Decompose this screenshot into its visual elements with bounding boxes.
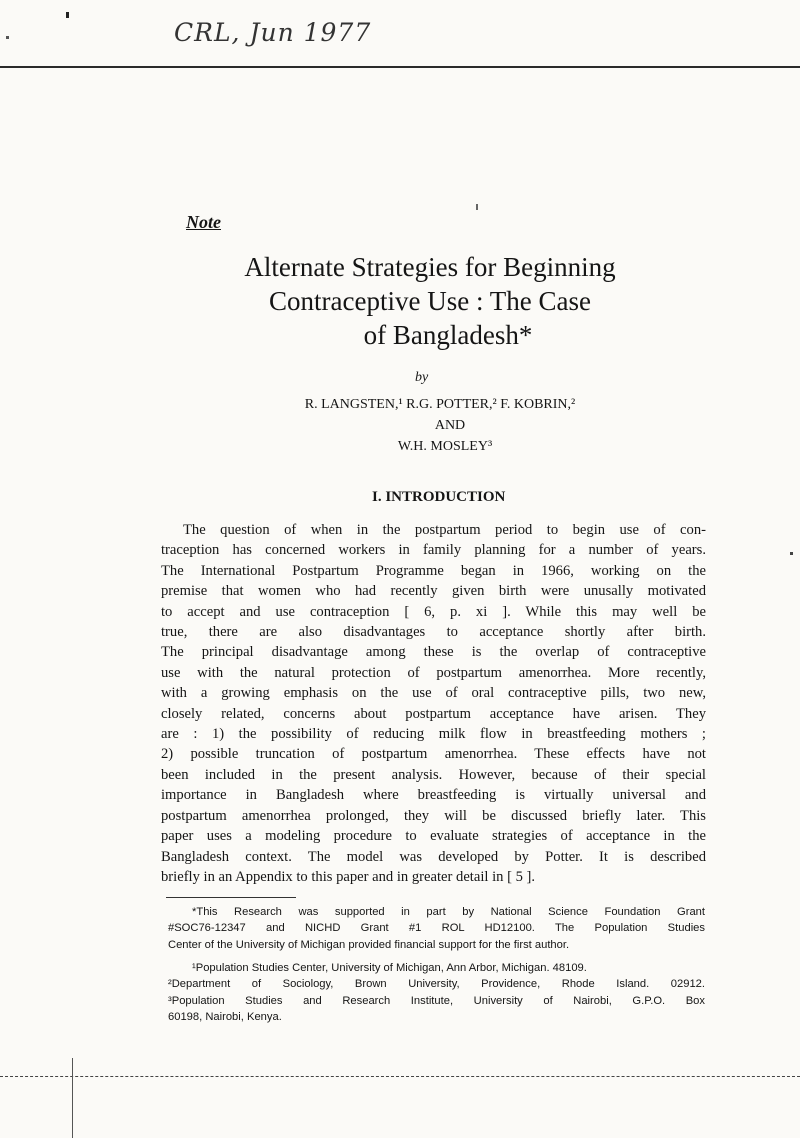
- affiliation-footnotes: [168, 960, 705, 1026]
- affiliation-line: ²Department of Sociology, Brown University, Providence, Rhode Island. 02912.: [168, 978, 705, 991]
- footnote-line: *This Research was supported in part by National Science Foundation Grant: [192, 906, 705, 918]
- body-line: true, there are also disadvantages to acceptance shortly after birth.: [161, 624, 706, 641]
- footnote-line: Center of the University of Michigan provided financial support for the first author.: [168, 938, 570, 951]
- body-line: to accept and use contraception [ 6, p. xi ]. While this may well be: [161, 603, 706, 620]
- body-line: Bangladesh context. The model was developed by Potter. It is described: [161, 848, 706, 865]
- note-label: Note: [186, 212, 221, 232]
- title-line: of Bangladesh*: [363, 320, 533, 350]
- scan-speck: [476, 204, 478, 210]
- margin-line: [72, 1058, 73, 1138]
- body-line: The International Postpartum Programme began in 1966, working on the: [161, 562, 706, 579]
- author-line: R. LANGSTEN,¹ R.G. POTTER,² F. KOBRIN,²: [304, 397, 576, 412]
- body-line: are : 1) the possibility of reducing milk flow in breastfeeding mothers ;: [161, 726, 706, 743]
- body-line: been included in the present analysis. However, because of their special: [161, 766, 706, 783]
- byline: by: [415, 370, 429, 385]
- affiliation-line: 60198, Nairobi, Kenya.: [168, 1011, 282, 1024]
- scan-speck: [790, 552, 793, 555]
- body-line: traception has concerned workers in family planning for a number of years.: [161, 542, 706, 559]
- funding-footnote: [168, 904, 705, 953]
- body-line: use with the natural protection of postpartum amenorrhea. More recently,: [161, 664, 706, 681]
- top-rule: [0, 66, 800, 68]
- body-line: importance in Bangladesh where breastfeeding is virtually universal and: [161, 787, 706, 804]
- footnote-rule: [166, 897, 296, 898]
- author-line: W.H. MOSLEY³: [397, 439, 493, 454]
- body-line: premise that women who had recently given birth were unusally motivated: [161, 583, 706, 600]
- body-line: The question of when in the postpartum period to begin use of con-: [183, 522, 706, 538]
- body-line: The principal disadvantage among these is the overlap of contraceptive: [161, 644, 706, 661]
- article-title: [200, 250, 660, 352]
- title-line: Alternate Strategies for Beginning: [244, 252, 616, 282]
- body-line: with a growing emphasis on the use of oral contraceptive pills, two new,: [161, 685, 706, 702]
- body-line: closely related, concerns about postpartum acceptance have arisen. They: [161, 705, 706, 722]
- footnote-line: #SOC76-12347 and NICHD Grant #1 ROL HD12100. The Population Studies: [168, 922, 705, 935]
- scan-speck: [6, 36, 9, 39]
- author-block: [260, 394, 620, 457]
- author-conjunction: AND: [434, 418, 466, 433]
- scan-speck: [66, 12, 69, 18]
- affiliation-line: ¹Population Studies Center, University of Michigan, Ann Arbor, Michigan. 48109.: [192, 962, 587, 974]
- bottom-dashed-rule: [0, 1076, 800, 1077]
- title-line: Contraceptive Use : The Case: [269, 286, 591, 316]
- section-heading: I. INTRODUCTION: [372, 489, 506, 505]
- body-text: [161, 520, 706, 887]
- affiliation-line: ³Population Studies and Research Institute, University of Nairobi, G.P.O. Box: [168, 994, 705, 1007]
- body-line: postpartum amenorrhea prolonged, they will be discussed briefly later. This: [161, 807, 706, 824]
- body-line: briefly in an Appendix to this paper and in greater detail in [ 5 ].: [161, 868, 536, 885]
- handwritten-annotation: CRL, Jun 1977: [174, 18, 372, 47]
- body-line: paper uses a modeling procedure to evaluate strategies of acceptance in the: [161, 828, 706, 845]
- body-line: 2) possible truncation of postpartum amenorrhea. These effects have not: [161, 746, 706, 763]
